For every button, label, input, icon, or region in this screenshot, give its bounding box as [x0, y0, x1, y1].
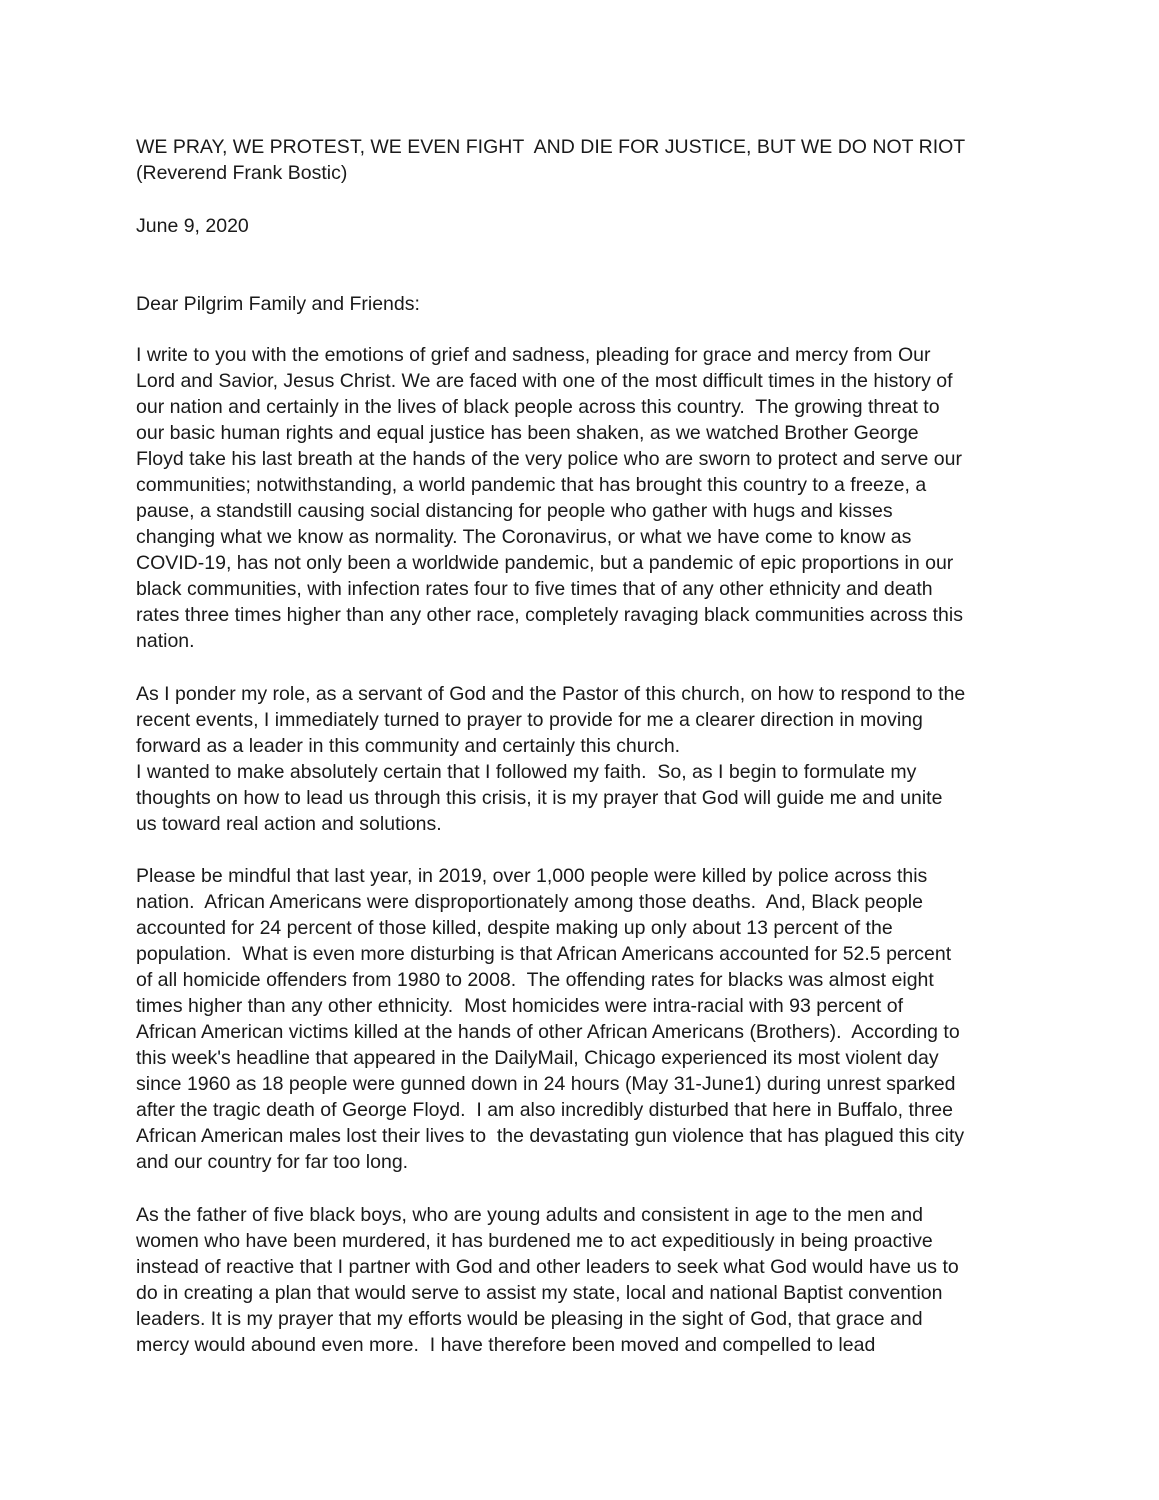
- paragraph-line: leaders. It is my prayer that my efforts would be pleasing in the sight of God, that grace and: [136, 1308, 923, 1330]
- paragraph-line: population. What is even more disturbing is that African Americans accounted for 52.5 percent: [136, 943, 952, 965]
- paragraph-1: [136, 342, 1036, 654]
- paragraph-line: recent events, I immediately turned to prayer to provide for me a clearer direction in moving: [136, 709, 923, 731]
- paragraph-line: pause, a standstill causing social distancing for people who gather with hugs and kisses: [136, 500, 893, 522]
- paragraph-line: and our country for far too long.: [136, 1151, 409, 1173]
- paragraph-line: after the tragic death of George Floyd. I am also incredibly disturbed that here in Buffalo, three: [136, 1099, 953, 1121]
- paragraph-line: African American males lost their lives to the devastating gun violence that has plagued this city: [136, 1125, 965, 1147]
- paragraph-2: [136, 681, 1036, 837]
- paragraph-3: [136, 863, 1036, 1175]
- letter-salutation: [136, 291, 1036, 317]
- letter-date: [136, 213, 1036, 239]
- paragraph-line: changing what we know as normality. The Coronavirus, or what we have come to know as: [136, 526, 912, 548]
- paragraph-line: of all homicide offenders from 1980 to 2008. The offending rates for blacks was almost eight: [136, 969, 934, 991]
- paragraph-line: communities; notwithstanding, a world pandemic that has brought this country to a freeze, a: [136, 474, 927, 496]
- paragraph-line: our basic human rights and equal justice has been shaken, as we watched Brother George: [136, 422, 919, 444]
- paragraph-line: times higher than any other ethnicity. Most homicides were intra-racial with 93 percent of: [136, 995, 903, 1017]
- paragraph-line: nation.: [136, 630, 195, 652]
- paragraph-line: forward as a leader in this community and certainly this church.: [136, 735, 681, 757]
- paragraph-line: accounted for 24 percent of those killed, despite making up only about 13 percent of the: [136, 917, 893, 939]
- paragraph-line: us toward real action and solutions.: [136, 813, 442, 835]
- paragraph-line: mercy would abound even more. I have therefore been moved and compelled to lead: [136, 1334, 876, 1356]
- paragraph-line: do in creating a plan that would serve to assist my state, local and national Baptist convention: [136, 1282, 943, 1304]
- paragraph-4: [136, 1202, 1036, 1358]
- author-line: (Reverend Frank Bostic): [136, 162, 348, 184]
- paragraph-line: black communities, with infection rates four to five times that of any other ethnicity and death: [136, 578, 933, 600]
- document-title: [136, 134, 1036, 186]
- paragraph-line: rates three times higher than any other race, completely ravaging black communities across this: [136, 604, 963, 626]
- salutation-text: Dear Pilgrim Family and Friends:: [136, 293, 420, 315]
- paragraph-line: Please be mindful that last year, in 2019, over 1,000 people were killed by police across this: [136, 865, 928, 887]
- paragraph-line: Floyd take his last breath at the hands of the very police who are sworn to protect and serve our: [136, 448, 962, 470]
- date-text: June 9, 2020: [136, 215, 249, 237]
- paragraph-line: I wanted to make absolutely certain that I followed my faith. So, as I begin to formulate my: [136, 761, 917, 783]
- paragraph-line: African American victims killed at the hands of other African Americans (Brothers). According to: [136, 1021, 960, 1043]
- paragraph-line: instead of reactive that I partner with God and other leaders to seek what God would have us to: [136, 1256, 959, 1278]
- title-line: WE PRAY, WE PROTEST, WE EVEN FIGHT AND DIE FOR JUSTICE, BUT WE DO NOT RIOT: [136, 136, 966, 158]
- paragraph-line: our nation and certainly in the lives of black people across this country. The growing threat to: [136, 396, 940, 418]
- paragraph-line: women who have been murdered, it has burdened me to act expeditiously in being proactive: [136, 1230, 933, 1252]
- paragraph-line: nation. African Americans were disproportionately among those deaths. And, Black people: [136, 891, 923, 913]
- paragraph-line: I write to you with the emotions of grief and sadness, pleading for grace and mercy from Our: [136, 344, 931, 366]
- paragraph-line: since 1960 as 18 people were gunned down in 24 hours (May 31-June1) during unrest sparked: [136, 1073, 956, 1095]
- paragraph-line: this week's headline that appeared in the DailyMail, Chicago experienced its most violent day: [136, 1047, 939, 1069]
- paragraph-line: As I ponder my role, as a servant of God and the Pastor of this church, on how to respond to the: [136, 683, 966, 705]
- paragraph-line: As the father of five black boys, who are young adults and consistent in age to the men and: [136, 1204, 923, 1226]
- paragraph-line: Lord and Savior, Jesus Christ. We are faced with one of the most difficult times in the history of: [136, 370, 953, 392]
- paragraph-line: thoughts on how to lead us through this crisis, it is my prayer that God will guide me and unite: [136, 787, 943, 809]
- paragraph-line: COVID-19, has not only been a worldwide pandemic, but a pandemic of epic proportions in our: [136, 552, 954, 574]
